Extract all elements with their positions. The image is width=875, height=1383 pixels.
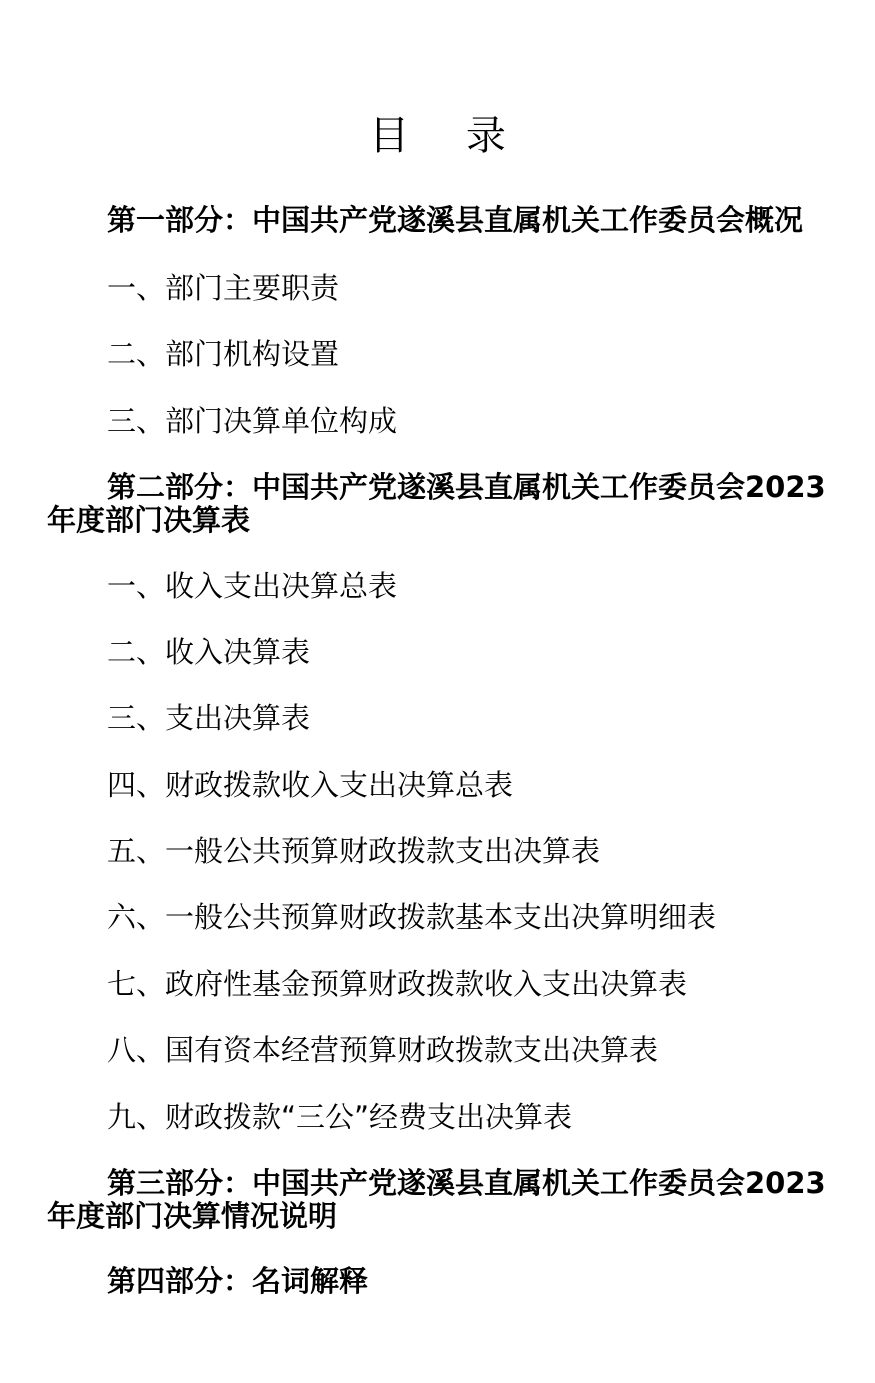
part-2-heading: 第二部分：中国共产党遂溪县直属机关工作委员会2023年度部门决算表 — [47, 470, 826, 537]
part-1-item-1: 一、部门主要职责 — [107, 271, 340, 305]
part-2-item-6: 六、一般公共预算财政拨款基本支出决算明细表 — [107, 900, 717, 934]
page-title: 目 录 — [369, 113, 528, 159]
part-2-item-4: 四、财政拨款收入支出决算总表 — [107, 768, 514, 802]
part-2-item-2: 二、收入决算表 — [107, 635, 311, 669]
part-2-item-8: 八、国有资本经营预算财政拨款支出决算表 — [107, 1033, 659, 1067]
part-2-item-3: 三、支出决算表 — [107, 701, 311, 735]
part-1-item-3: 三、部门决算单位构成 — [107, 404, 398, 438]
part-1-heading: 第一部分：中国共产党遂溪县直属机关工作委员会概况 — [107, 203, 804, 237]
part-2-item-9: 九、财政拨款“三公”经费支出决算表 — [107, 1100, 573, 1134]
part-4-heading: 第四部分：名词解释 — [107, 1264, 369, 1298]
part-3-heading: 第三部分：中国共产党遂溪县直属机关工作委员会2023年度部门决算情况说明 — [47, 1166, 826, 1233]
part-2-item-5: 五、一般公共预算财政拨款支出决算表 — [107, 834, 601, 868]
part-2-item-1: 一、收入支出决算总表 — [107, 569, 398, 603]
part-2-item-7: 七、政府性基金预算财政拨款收入支出决算表 — [107, 967, 688, 1001]
part-1-item-2: 二、部门机构设置 — [107, 337, 340, 371]
